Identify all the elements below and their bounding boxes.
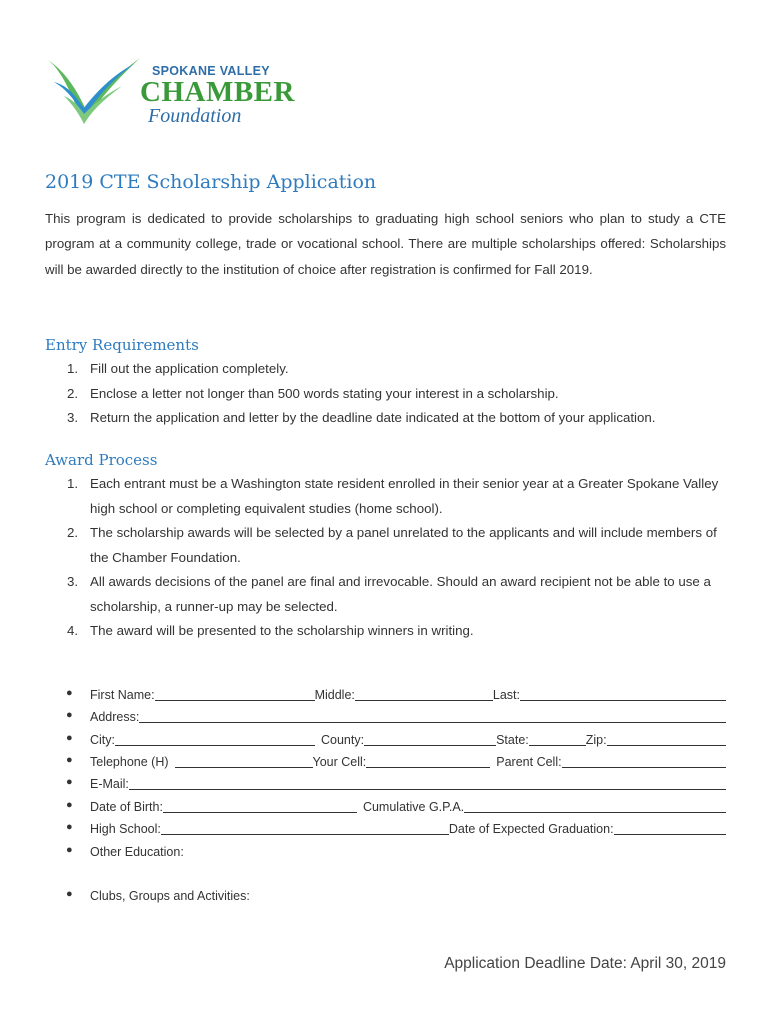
address-label: Address: [90,710,140,724]
high-school-field[interactable] [161,834,449,835]
logo-line-3: Foundation [148,105,242,127]
graduation-field[interactable] [614,834,726,835]
city-field[interactable] [115,745,315,746]
chamber-logo [44,52,314,132]
middle-label: Middle: [314,688,355,702]
swoosh-logo-icon [44,52,144,132]
high-school-label: High School: [90,822,161,836]
list-item: 1. Fill out the application completely. [67,361,289,376]
state-field[interactable] [529,745,586,746]
dob-field[interactable] [163,812,357,813]
last-label: Last: [492,688,520,702]
telephone-label: Telephone (H) [90,755,169,769]
parent-cell-field[interactable] [562,767,726,768]
form-row-clubs: ● Clubs, Groups and Activities: [66,888,250,903]
deadline-text: Application Deadline Date: April 30, 2019 [444,955,726,972]
entry-requirements-list [45,357,726,431]
county-field[interactable] [364,745,496,746]
logo-line-1: SPOKANE VALLEY [152,64,270,78]
list-item: 1. Each entrant must be a Washington state resident enrolled in their senior year at a Greater Spokane Valley high school or completing equivalent studies (home school). [67,476,719,516]
logo-line-2: CHAMBER [140,76,295,108]
zip-field[interactable] [607,745,726,746]
intro-paragraph: This program is dedicated to provide scholarships to graduating high school seniors who plan to study a CTE program at a community college, trade or vocational school. There are multiple scholarships offered: Scholarships will be awarded directly to the institution of choice after registration is confirmed for Fall 2019. [45,211,726,277]
page-title: 2019 CTE Scholarship Application [45,171,377,193]
form-row-school: ● High School: Date of Expected Graduation: [66,818,726,838]
form-row-dob: ● Date of Birth: Cumulative G.P.A. [66,796,726,816]
zip-label: Zip: [585,733,607,747]
list-item: 4. The award will be presented to the scholarship winners in writing. [67,623,474,638]
address-field[interactable] [139,722,726,723]
clubs-label: Clubs, Groups and Activities: [90,889,250,903]
form-row-email: ● E-Mail: [66,773,726,793]
gpa-label: Cumulative G.P.A. [362,800,465,814]
middle-field[interactable] [355,700,493,701]
form-row-phone: ● Telephone (H) Your Cell: Parent Cell: [66,751,726,771]
award-process-list [45,472,726,644]
list-item: 3. Return the application and letter by the deadline date indicated at the bottom of your application. [67,410,656,425]
award-process-heading: Award Process [45,451,158,469]
your-cell-label: Your Cell: [312,755,367,769]
list-item: 3. All awards decisions of the panel are final and irrevocable. Should an award recipient not be able to use a scholarship, a runner-up may be selected. [67,574,711,614]
first-name-field[interactable] [155,700,315,701]
gpa-field[interactable] [464,812,726,813]
dob-label: Date of Birth: [90,800,163,814]
state-label: State: [496,733,529,747]
parent-cell-label: Parent Cell: [496,755,562,769]
entry-requirements-heading: Entry Requirements [45,336,199,354]
last-field[interactable] [520,700,726,701]
city-label: City: [90,733,115,747]
county-label: County: [321,733,365,747]
your-cell-field[interactable] [366,767,490,768]
email-label: E-Mail: [90,777,129,791]
list-item: 2. The scholarship awards will be selected by a panel unrelated to the applicants and will include members of the Chamber Foundation. [67,525,717,565]
form-row-name: ● First Name: Middle: Last: [66,684,726,704]
first-name-label: First Name: [90,688,155,702]
list-item: 2. Enclose a letter not longer than 500 words stating your interest in a scholarship. [67,385,559,401]
other-education-label: Other Education: [90,845,184,859]
graduation-label: Date of Expected Graduation: [448,822,614,836]
form-row-city: ● City: County: State: Zip: [66,729,726,749]
form-row-other-education: ● Other Education: [66,844,184,859]
form-row-address: ● Address: [66,706,726,726]
email-field[interactable] [129,789,726,790]
telephone-field[interactable] [175,767,313,768]
